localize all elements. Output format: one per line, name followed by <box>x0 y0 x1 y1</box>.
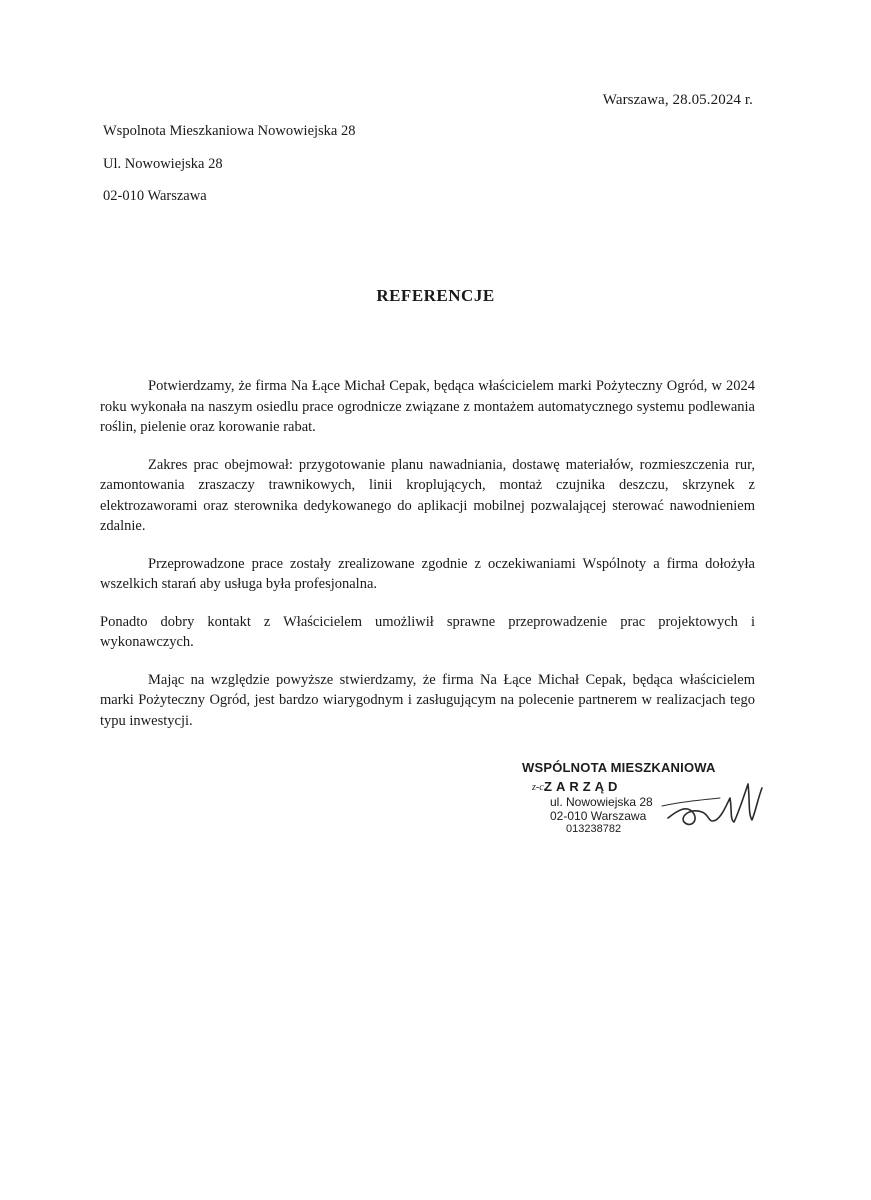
letter-body <box>100 376 755 748</box>
recipient-address <box>103 124 356 222</box>
stamp-registry-number: 013238782 <box>566 823 622 835</box>
stamp-board: ZARZĄD <box>544 779 622 794</box>
handwritten-signature <box>660 770 770 840</box>
paragraph-scope: Zakres prac obejmował: przygotowanie planu nawadniania, dostawę materiałów, rozmieszczenia rur, zamontowania zraszaczy trawnikowych, linii kroplujących, montaż czujnika deszczu, skrzynek z elektrozaworami oraz sterownika dedykowanego do aplikacji mobilnej pozwalającej sterować nawodnieniem zdalnie. <box>100 456 755 534</box>
stamp-prefix: z-c. <box>532 782 547 793</box>
stamp-city: 02-010 Warszawa <box>550 809 647 823</box>
letter-date: Warszawa, 28.05.2024 r. <box>602 92 753 108</box>
stamp-street: ul. Nowowiejska 28 <box>550 795 653 809</box>
recipient-city: 02-010 Warszawa <box>103 188 207 204</box>
stamp-organization: WSPÓLNOTA MIESZKANIOWA <box>522 760 716 775</box>
paragraph-recommendation: Mając na względzie powyższe stwierdzamy, że firma Na Łące Michał Cepak, będąca właścicielem marki Pożyteczny Ogród, jest bardzo wiarygodnym i zasługującym na polecenie partnerem w realizacjach tego typu inwestycji. <box>100 671 755 729</box>
recipient-name: Wspolnota Mieszkaniowa Nowowiejska 28 <box>103 123 356 139</box>
paragraph-quality: Przeprowadzone prace zostały zrealizowane zgodnie z oczekiwaniami Wspólnoty a firma dołożyła wszelkich starań aby usługa była profesjonalna. <box>100 555 755 592</box>
recipient-street: Ul. Nowowiejska 28 <box>103 155 223 172</box>
paragraph-contact: Ponadto dobry kontakt z Właścicielem umożliwił sprawne przeprowadzenie prac projektowych i wykonawczych. <box>100 613 755 650</box>
document-title: REFERENCJE <box>376 286 495 305</box>
paragraph-confirmation: Potwierdzamy, że firma Na Łące Michał Cepak, będąca właścicielem marki Pożyteczny Ogród, w 2024 roku wykonała na naszym osiedlu prace ogrodnicze związane z montażem automatycznego systemu podlewania roślin, pielenie oraz korowanie rabat. <box>100 378 755 435</box>
